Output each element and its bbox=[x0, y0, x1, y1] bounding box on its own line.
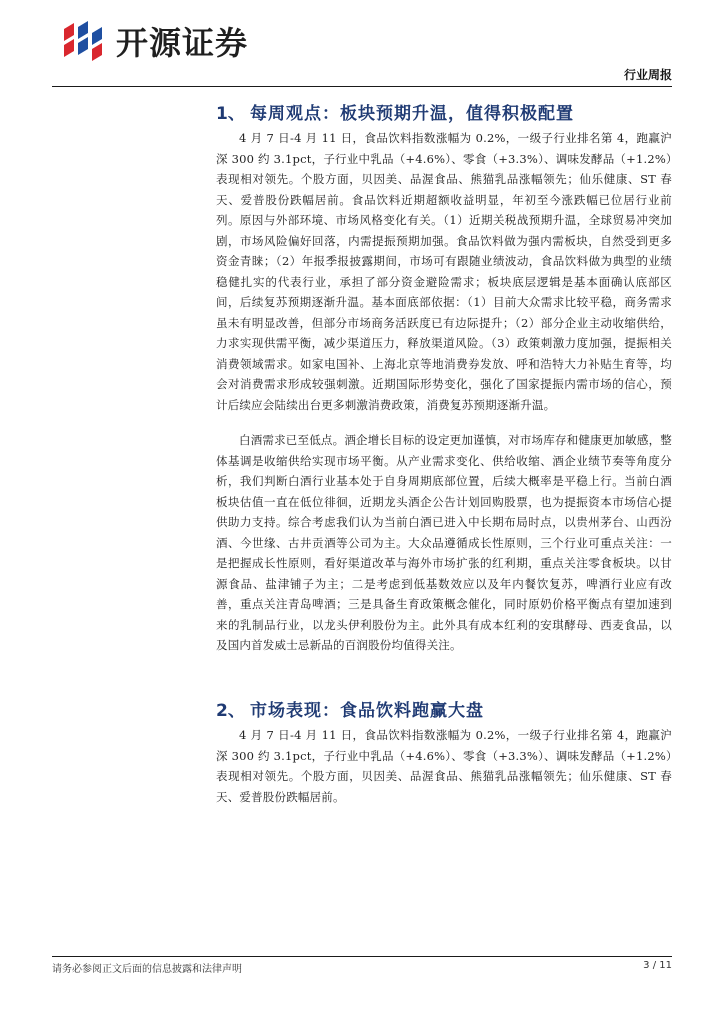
paragraph: 4 月 7 日-4 月 11 日，食品饮料指数涨幅为 0.2%，一级子行业排名第 4，跑赢沪深 300 约 3.1pct，子行业中乳品（+4.6%）、零食（+3.3%）、调味发酵品（+1.2%）表现相对领先。个股方面，贝因美、品渥食品、熊猫乳品涨幅领先；仙乐健康、ST 春天、爱普股份跌幅居前。 bbox=[216, 728, 672, 804]
company-logo bbox=[60, 18, 248, 64]
kaiyuan-logo-icon bbox=[60, 19, 110, 63]
section-number: 1、 bbox=[216, 104, 245, 124]
section-heading-2 bbox=[216, 696, 484, 721]
paragraph: 4 月 7 日-4 月 11 日，食品饮料指数涨幅为 0.2%，一级子行业排名第 4，跑赢沪深 300 约 3.1pct，子行业中乳品（+4.6%）、零食（+3.3%）、调味发酵品（+1.2%）表现相对领先。个股方面，贝因美、品渥食品、熊猫乳品涨幅领先；仙乐健康、ST 春天、爱普股份跌幅居前。食品饮料近期超额收益明显，年初至今涨跌幅已位居行业前列。原因与外部环境、市场风格变化有关。（1）近期关税战预期升温，全球贸易冲突加剧，市场风险偏好回落，内需提振预期加强。食品饮料做为强内需板块，自然受到更多资金青睐；（2）年报季报披露期间，市场可有跟随业绩波动，食品饮料做为典型的业绩稳健扎实的代表行业，承担了部分资金避险需求；板块底层逻辑是基本面确认底部区间，后续复苏预期逐渐升温。基本面底部依据：（1）目前大众需求比较平稳，商务需求虽未有明显改善，但部分市场商务活跃度已有边际提升；（2）部分企业主动收缩供给，力求实现供需平衡，减少渠道压力，释放渠道风险。（3）政策刺激力度加强，提振相关消费领域需求。如家电国补、上海北京等地消费券发放、呼和浩特大力补贴生育等，均会对消费需求形成较强刺激。近期国际形势变化，强化了国家提振内需市场的信心，预计后续应会陆续出台更多刺激消费政策，消费复苏预期逐渐升温。 bbox=[216, 131, 672, 412]
footer-disclaimer: 请务必参阅正文后面的信息披露和法律声明 bbox=[52, 964, 242, 975]
logo-text: 开源证券 bbox=[116, 24, 249, 62]
page-number: 3 / 11 bbox=[643, 960, 672, 971]
section-title: 每周观点：板块预期升温，值得积极配置 bbox=[250, 104, 574, 124]
report-type: 行业周报 bbox=[623, 68, 672, 82]
footer-divider bbox=[52, 956, 672, 957]
section-number: 2、 bbox=[216, 701, 245, 721]
page-header bbox=[0, 0, 724, 95]
paragraph: 白酒需求已至低点。酒企增长目标的设定更加谨慎，对市场库存和健康更加敏感，整体基调是收缩供给实现市场平衡。从产业需求变化、供给收缩、酒企业绩节奏等角度分析，我们判断白酒行业基本处于自身周期底部位置，后续大概率是平稳上行。当前白酒板块估值一直在低位徘徊，近期龙头酒企公告计划回购股票，也为提振资本市场信心提供助力支持。综合考虑我们认为当前白酒已进入中长期布局时点，以贵州茅台、山西汾酒、今世缘、古井贡酒等公司为主。大众品遵循成长性原则，三个行业可重点关注：一是把握成长性原则，看好渠道改革与海外市场扩张的红利期，重点关注零食板块。以甘源食品、盐津铺子为主；二是考虑到低基数效应以及年内餐饮复苏，啤酒行业应有改善，重点关注青岛啤酒；三是具备生育政策概念催化，同时原奶价格平衡点有望加速到来的乳制品行业，以龙头伊利股份为主。此外具有成本红利的安琪酵母、西麦食品，以及国内首发威士忌新品的百润股份均值得关注。 bbox=[216, 433, 672, 652]
section-heading-1 bbox=[216, 99, 574, 124]
section-title: 市场表现：食品饮料跑赢大盘 bbox=[250, 701, 484, 721]
header-divider bbox=[52, 86, 672, 87]
